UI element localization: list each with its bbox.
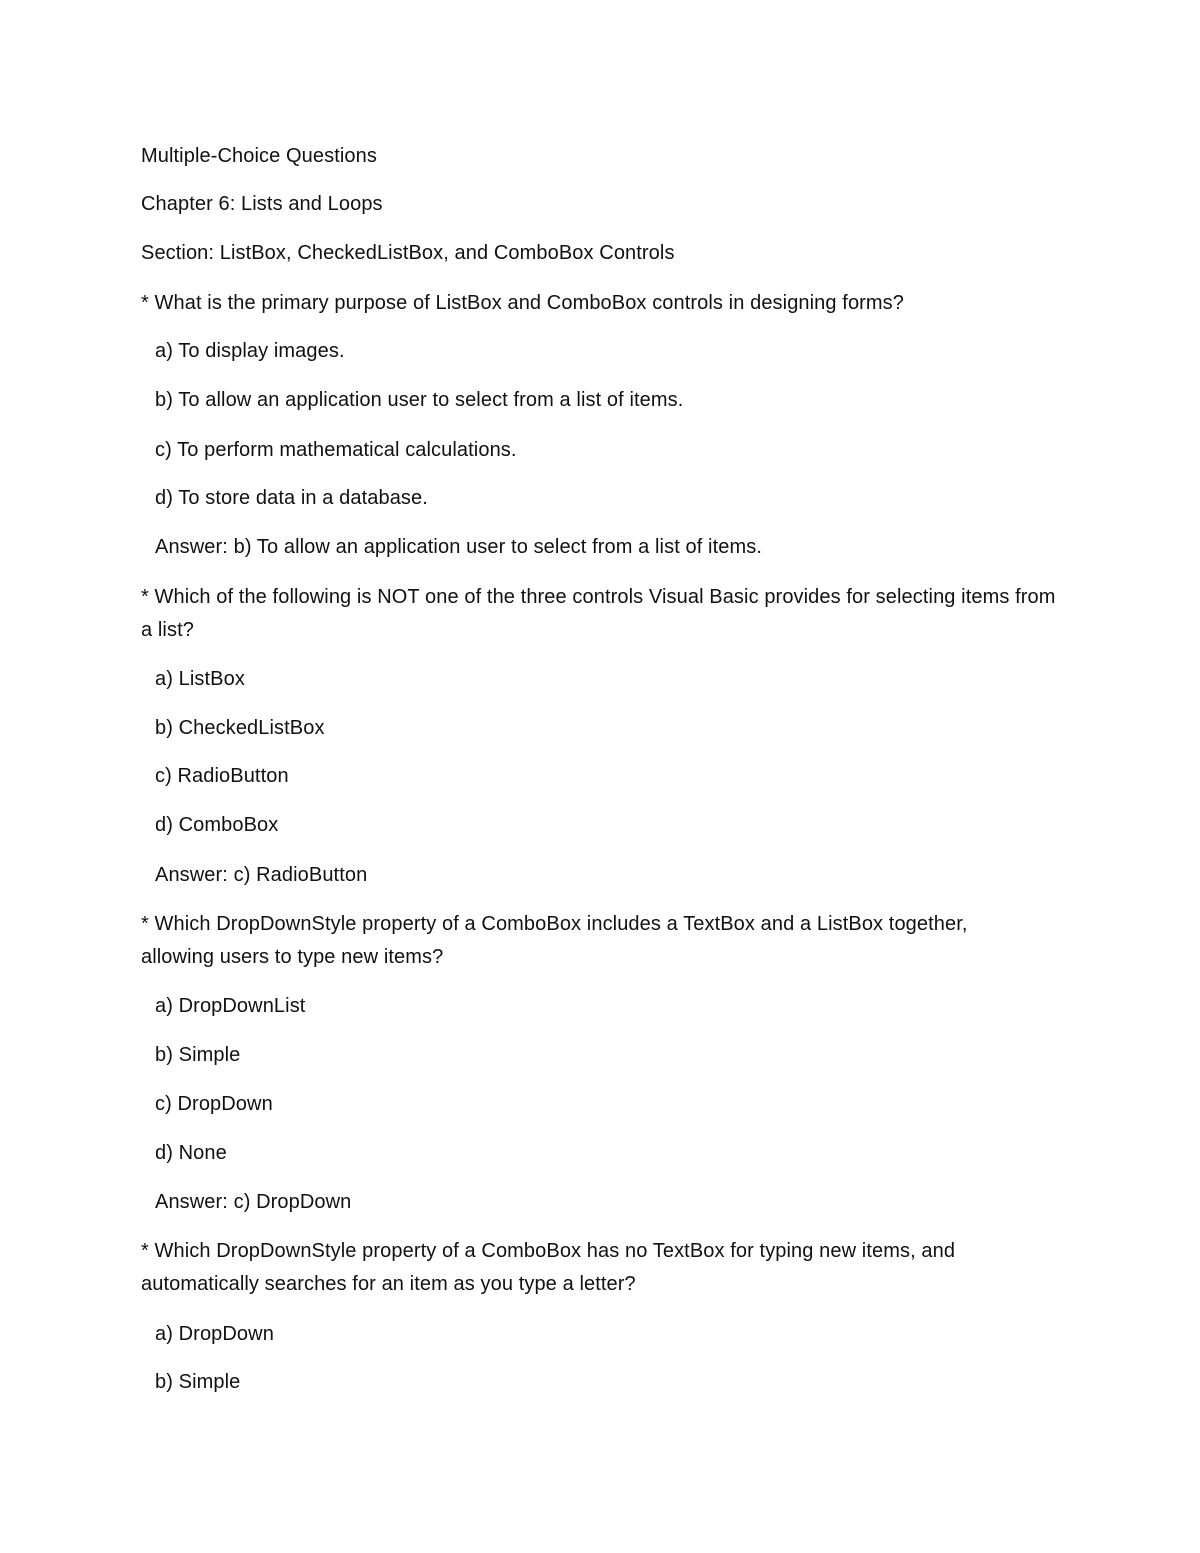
question-1-text: * What is the primary purpose of ListBox and ComboBox controls in designing forms? — [141, 292, 905, 314]
question-3-text: * Which DropDownStyle property of a ComboBox includes a TextBox and a ListBox together, allowing users to type new items? — [141, 913, 968, 968]
question-1-answer: Answer: b) To allow an application user to select from a list of items. — [155, 536, 762, 558]
question-2-option-b: b) CheckedListBox — [155, 717, 325, 739]
question-3-option-a: a) DropDownList — [155, 995, 306, 1017]
question-2-answer: Answer: c) RadioButton — [155, 864, 368, 886]
question-2-option-a: a) ListBox — [155, 668, 245, 690]
section-heading: Section: ListBox, CheckedListBox, and ComboBox Controls — [141, 242, 675, 264]
question-2-text: * Which of the following is NOT one of the three controls Visual Basic provides for selecting items from a list? — [141, 586, 1056, 641]
question-2-option-c: c) RadioButton — [155, 765, 289, 787]
document-title: Multiple-Choice Questions — [141, 145, 377, 167]
question-1-option-d: d) To store data in a database. — [155, 487, 428, 509]
question-4-text: * Which DropDownStyle property of a ComboBox has no TextBox for typing new items, and automatically searches for an item as you type a letter? — [141, 1240, 956, 1295]
chapter-heading: Chapter 6: Lists and Loops — [141, 193, 383, 215]
question-4-option-a: a) DropDown — [155, 1323, 274, 1345]
question-3-option-c: c) DropDown — [155, 1093, 273, 1115]
question-3-option-d: d) None — [155, 1142, 227, 1164]
question-1-option-a: a) To display images. — [155, 340, 345, 362]
question-2-option-d: d) ComboBox — [155, 814, 279, 836]
question-1-option-c: c) To perform mathematical calculations. — [155, 439, 517, 461]
question-4-option-b: b) Simple — [155, 1371, 241, 1393]
question-1-option-b: b) To allow an application user to select from a list of items. — [155, 389, 684, 411]
question-3-answer: Answer: c) DropDown — [155, 1191, 352, 1213]
question-3-option-b: b) Simple — [155, 1044, 241, 1066]
